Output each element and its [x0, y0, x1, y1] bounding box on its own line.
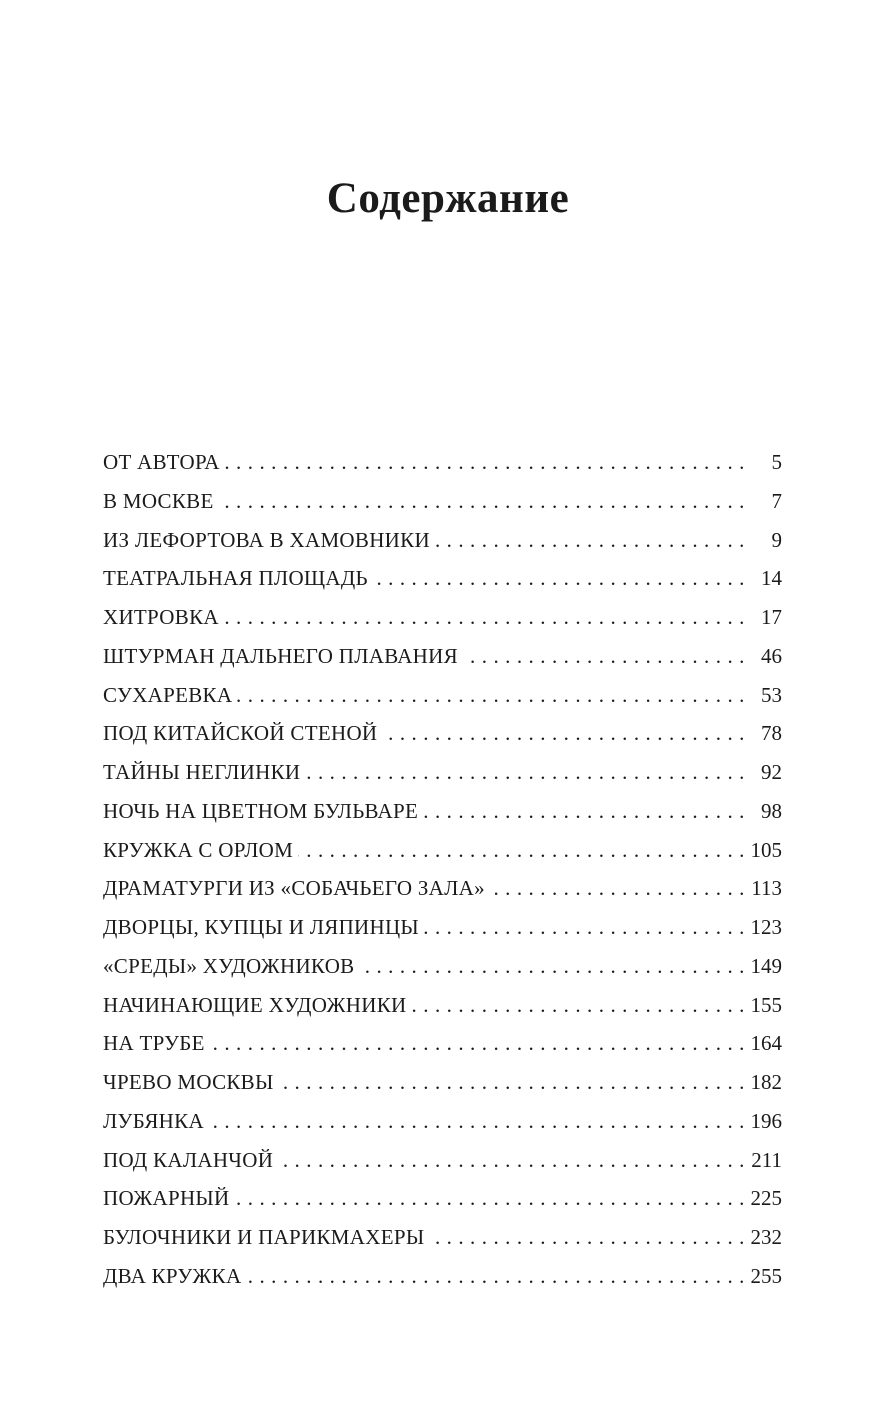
chapter-title: БУЛОЧНИКИ И ПАРИКМАХЕРЫ — [103, 1225, 425, 1249]
page-number: 5 — [771, 450, 782, 474]
dot-leader — [278, 1141, 745, 1180]
dot-leader — [219, 482, 745, 521]
chapter-title: ТАЙНЫ НЕГЛИНКИ — [103, 760, 301, 784]
page-number: 196 — [750, 1108, 782, 1133]
page-number: 155 — [750, 992, 782, 1017]
dot-leader — [235, 1179, 745, 1218]
toc-row — [103, 1141, 782, 1180]
toc-row — [103, 831, 782, 870]
chapter-title: ДРАМАТУРГИ ИЗ «СОБАЧЬЕГО ЗАЛА» — [103, 876, 485, 901]
page-number: 53 — [761, 682, 782, 707]
toc-row — [103, 1063, 782, 1102]
toc-row — [103, 637, 782, 676]
dot-leader — [412, 986, 746, 1025]
chapter-title: НОЧЬ НА ЦВЕТНОМ БУЛЬВАРЕ — [103, 798, 419, 823]
page-number: 255 — [750, 1263, 782, 1288]
chapter-title: «СРЕДЫ» ХУДОЖНИКОВ — [103, 953, 355, 978]
dot-leader — [209, 1102, 745, 1141]
dot-leader — [424, 908, 745, 947]
toc-row — [103, 598, 782, 637]
chapter-title: ЛУБЯНКА — [103, 1108, 204, 1133]
chapter-title: ПОЖАРНЫЙ — [103, 1186, 230, 1211]
dot-leader — [225, 443, 745, 482]
chapter-title: ЧРЕВО МОСКВЫ — [103, 1070, 274, 1094]
dot-leader — [210, 1024, 745, 1063]
page-number: 14 — [761, 566, 782, 591]
chapter-title: ДВОРЦЫ, КУПЦЫ И ЛЯПИНЦЫ — [103, 915, 420, 939]
chapter-title: ДВА КРУЖКА — [103, 1263, 242, 1288]
page-number: 149 — [750, 953, 782, 978]
toc-row — [103, 947, 782, 986]
page-number: 7 — [771, 488, 782, 513]
dot-leader — [423, 792, 745, 831]
page-number: 123 — [750, 915, 782, 939]
page-number: 211 — [751, 1147, 782, 1172]
toc-row — [103, 443, 782, 482]
dot-leader — [490, 869, 745, 908]
dot-leader — [463, 637, 745, 676]
chapter-title: ПОД КАЛАНЧОЙ — [103, 1147, 274, 1172]
page-title: Содержание — [326, 174, 570, 222]
dot-leader — [382, 714, 745, 753]
dot-leader — [305, 753, 745, 792]
chapter-title: НАЧИНАЮЩИЕ ХУДОЖНИКИ — [103, 992, 407, 1017]
dot-leader — [237, 676, 745, 715]
toc-row — [103, 1257, 782, 1296]
chapter-title: СУХАРЕВКА — [103, 682, 233, 707]
toc-row — [103, 986, 782, 1025]
chapter-title: В МОСКВЕ — [103, 488, 214, 513]
dot-leader — [359, 947, 745, 986]
dot-leader — [279, 1063, 745, 1102]
toc-row — [103, 559, 782, 598]
toc-row — [103, 482, 782, 521]
chapter-title: ТЕАТРАЛЬНАЯ ПЛОЩАДЬ — [103, 566, 368, 591]
toc-row — [103, 1179, 782, 1218]
toc-row — [103, 869, 782, 908]
page-number: 164 — [750, 1031, 782, 1056]
toc-row — [103, 676, 782, 715]
dot-leader — [246, 1257, 745, 1296]
toc-row — [103, 521, 782, 560]
page-number: 105 — [750, 837, 782, 862]
toc-row — [103, 714, 782, 753]
dot-leader — [435, 521, 745, 560]
chapter-title: ПОД КИТАЙСКОЙ СТЕНОЙ — [103, 721, 378, 746]
toc-list — [103, 443, 782, 1296]
chapter-title: ХИТРОВКА — [103, 605, 219, 629]
dot-leader — [429, 1218, 745, 1257]
page-number: 98 — [761, 798, 782, 823]
page-number: 92 — [761, 760, 782, 784]
toc-row — [103, 1102, 782, 1141]
chapter-title: ОТ АВТОРА — [103, 450, 220, 474]
page-number: 113 — [751, 876, 782, 901]
chapter-title: ШТУРМАН ДАЛЬНЕГО ПЛАВАНИЯ — [103, 643, 458, 668]
toc-row — [103, 792, 782, 831]
dot-leader — [298, 831, 745, 870]
toc-row — [103, 908, 782, 947]
toc-row — [103, 1218, 782, 1257]
page-number: 17 — [761, 605, 782, 629]
page-number: 46 — [761, 643, 782, 668]
page-number: 9 — [771, 527, 782, 552]
page-number: 78 — [761, 721, 782, 746]
page-number: 225 — [750, 1186, 782, 1211]
dot-leader — [373, 559, 745, 598]
dot-leader — [224, 598, 745, 637]
chapter-title: КРУЖКА С ОРЛОМ — [103, 837, 294, 862]
page-number: 232 — [750, 1225, 782, 1249]
page-number: 182 — [750, 1070, 782, 1094]
toc-row — [103, 753, 782, 792]
toc-row — [103, 1024, 782, 1063]
chapter-title: ИЗ ЛЕФОРТОВА В ХАМОВНИКИ — [103, 527, 430, 552]
chapter-title: НА ТРУБЕ — [103, 1031, 205, 1056]
